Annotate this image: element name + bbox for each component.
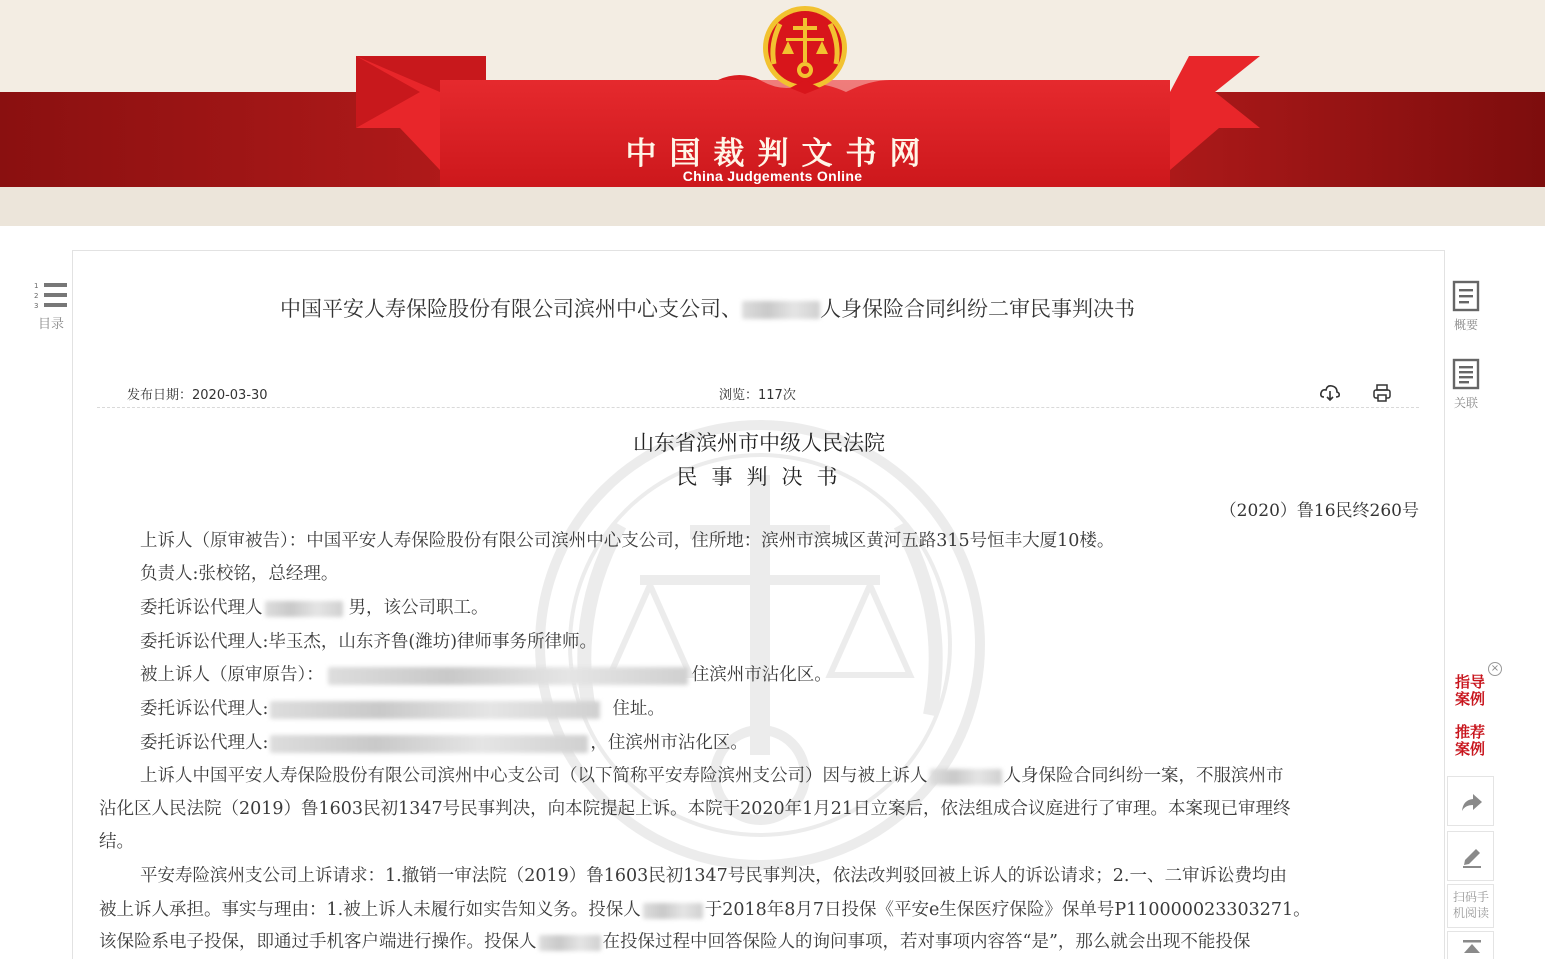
scan-read-label: 扫码手机阅读 [1452, 890, 1489, 920]
agent-1-prefix: 委托诉讼代理人 [140, 598, 263, 618]
case-line-1a: 上诉人中国平安人寿保险股份有限公司滨州中心支公司（以下简称平安寿险滨州支公司）因与被上诉人 [140, 766, 928, 786]
paragraph-claim-line-3 [99, 930, 1250, 954]
redacted-text [328, 667, 688, 685]
document-icon [1451, 280, 1481, 312]
back-to-top-icon [1460, 938, 1484, 958]
related-label: 关联 [1453, 396, 1478, 410]
case-line-1b: 人身保险合同纠纷一案，不服滨州市 [1003, 766, 1284, 786]
court-name: 山东省滨州市中级人民法院 [633, 431, 885, 455]
svg-text:1: 1 [34, 282, 39, 290]
agent-4-suffix: ，住滨州市沾化区。 [590, 733, 748, 753]
paragraph-claim-line-1: 平安寿险滨州支公司上诉请求：1.撤销一审法院（2019）鲁1603民初1347号民事判决，依法改判驳回被上诉人的诉讼请求；2.一、二审诉讼费均由 [140, 866, 1287, 886]
svg-text:3: 3 [34, 302, 39, 310]
document-title [280, 293, 1135, 323]
related-button[interactable] [1446, 358, 1486, 411]
agent-3-prefix: 委托诉讼代理人: [140, 699, 269, 719]
view-count: 浏览：117次 [719, 388, 796, 403]
numbered-list-icon [33, 280, 69, 312]
paragraph-appellant: 上诉人（原审被告）：中国平安人寿保险股份有限公司滨州中心支公司，住所地：滨州市滨城区黄河五路315号恒丰大厦10楼。 [140, 531, 1115, 551]
publish-date: 发布日期：2020-03-30 [127, 388, 268, 403]
appellee-suffix: 住滨州市沾化区。 [691, 665, 832, 685]
summary-button[interactable] [1446, 280, 1486, 333]
paragraph-agent-4 [140, 731, 748, 755]
claim-line-2b: 于2018年8月7日投保《平安e生保医疗保险》保单号P110000023303271。 [704, 900, 1311, 920]
pencil-icon [1460, 845, 1484, 869]
agent-4-prefix: 委托诉讼代理人: [140, 733, 269, 753]
agent-3-suffix: 住址。 [612, 699, 665, 719]
toc-button[interactable] [33, 280, 73, 332]
claim-line-2a: 被上诉人承担。事实与理由：1.被上诉人未履行如实告知义务。投保人 [99, 900, 641, 920]
scan-qr-button[interactable] [1447, 884, 1494, 928]
paragraph-responsible-person: 负责人:张校铭，总经理。 [140, 564, 339, 584]
paragraph-agent-2: 委托诉讼代理人:毕玉杰，山东齐鲁(潍坊)律师事务所律师。 [140, 632, 598, 652]
toc-label: 目录 [38, 317, 65, 332]
related-list-icon [1451, 358, 1481, 390]
site-title: 中国裁判文书网 [625, 136, 934, 172]
appellee-prefix: 被上诉人（原审原告）： [140, 665, 324, 685]
edit-button[interactable] [1447, 831, 1494, 881]
site-header [0, 0, 1545, 226]
recommend-cases-link[interactable]: 推荐案例 [1454, 723, 1485, 758]
court-emblem-icon [760, 4, 850, 96]
paragraph-agent-1 [140, 596, 489, 620]
svg-text:2: 2 [34, 292, 39, 300]
redacted-name [265, 601, 343, 617]
site-subtitle: China Judgements Online [682, 168, 863, 184]
redacted-name [742, 301, 820, 319]
close-icon[interactable]: × [1488, 662, 1502, 676]
share-arrow-icon [1460, 790, 1484, 814]
guide-cases-link[interactable]: 指导案例 [1454, 673, 1485, 708]
document-kind: 民事判决书 [676, 465, 852, 489]
download-icon[interactable] [1319, 382, 1341, 404]
paragraph-case-line-2: 沾化区人民法院（2019）鲁1603民初1347号民事判决，向本院提起上诉。本院于2020年1月21日立案后，依法组成合议庭进行了审理。本案现已审理终 [99, 799, 1291, 819]
redacted-text [270, 735, 588, 753]
redacted-name [643, 903, 703, 919]
redacted-text [270, 701, 600, 719]
redacted-name [930, 769, 1002, 785]
share-button[interactable] [1447, 776, 1494, 826]
claim-line-3b: 在投保过程中回答保险人的询问事项，若对事项内容答“是”，那么就会出现不能投保 [602, 932, 1251, 952]
summary-label: 概要 [1453, 318, 1478, 332]
paragraph-agent-3 [140, 697, 665, 721]
case-number: （2020）鲁16民终260号 [1219, 501, 1419, 521]
back-to-top-button[interactable] [1447, 931, 1494, 959]
print-icon[interactable] [1371, 382, 1393, 404]
title-suffix: 人身保险合同纠纷二审民事判决书 [820, 297, 1135, 321]
claim-line-3a: 该保险系电子投保，即通过手机客户端进行操作。投保人 [99, 932, 537, 952]
paragraph-case-line-3: 结。 [99, 832, 134, 852]
paragraph-claim-line-2 [99, 898, 1311, 922]
paragraph-case-line-1 [140, 764, 1284, 788]
paragraph-appellee [140, 663, 832, 687]
agent-1-suffix: 男，该公司职工。 [348, 598, 489, 618]
title-prefix: 中国平安人寿保险股份有限公司滨州中心支公司、 [280, 297, 742, 321]
redacted-name [539, 935, 601, 951]
meta-row [97, 380, 1419, 408]
